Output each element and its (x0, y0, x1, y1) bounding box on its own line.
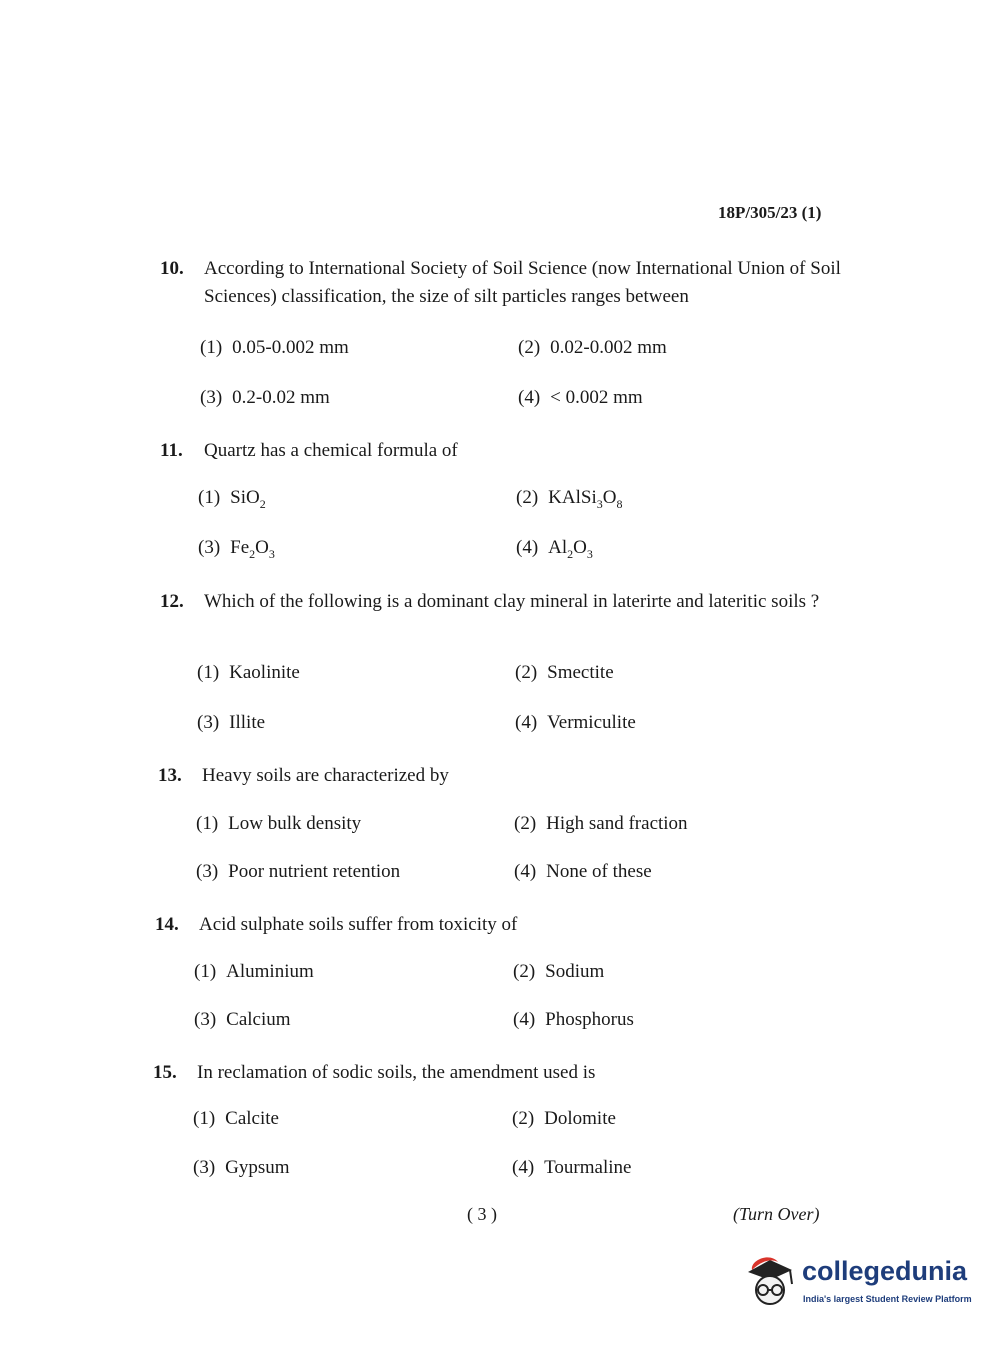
option-text: SiO$_2$ (230, 487, 266, 511)
option-2-3 (198, 537, 275, 562)
option-text: Sodium (545, 961, 605, 982)
option-label: (3) (197, 712, 220, 733)
option-label: (1) (194, 961, 217, 982)
option-5-1 (194, 961, 314, 983)
option-3-2 (515, 662, 614, 684)
option-2-4 (516, 537, 593, 562)
option-text: $KAlSi_3O_8$ (548, 487, 623, 511)
question-1 (160, 255, 840, 315)
option-text: $Al_2O_3$ (548, 537, 593, 561)
option-label: (1) (196, 813, 219, 834)
option-label: (4) (513, 1009, 536, 1030)
option-6-4 (512, 1157, 631, 1179)
question-number: 11. (160, 440, 183, 461)
option-6-2 (512, 1108, 616, 1130)
option-1-2 (518, 337, 667, 359)
option-2-1 (198, 487, 266, 512)
option-label: (1) (200, 337, 223, 358)
option-text: Phosphorus (545, 1009, 634, 1030)
option-label: (4) (518, 387, 541, 408)
option-text: High sand fraction (546, 813, 688, 834)
option-text: Illite (229, 712, 266, 733)
option-text: $Fe_2O_3$ (230, 537, 275, 561)
option-5-2 (513, 961, 604, 983)
turn-over-note: (Turn Over) (733, 1204, 820, 1224)
option-label: (4) (515, 712, 538, 733)
option-label: (3) (200, 387, 223, 408)
question-text: Heavy soils are characterized by (202, 765, 449, 786)
collegedunia-logo (740, 1250, 980, 1314)
option-text: < 0.002 mm (550, 387, 643, 408)
option-3-1 (197, 662, 300, 684)
option-label: (2) (518, 337, 541, 358)
option-label: (3) (198, 537, 221, 558)
option-1-3 (200, 387, 330, 409)
option-label: (3) (196, 861, 219, 882)
option-text: 0.2-0.02 mm (232, 387, 330, 408)
option-label: (3) (193, 1157, 216, 1178)
option-4-4 (514, 861, 652, 883)
option-1-1 (200, 337, 349, 359)
option-label: (4) (516, 537, 539, 558)
question-text: According to International Society of Soil Science (now International Union of Soil Sciences) classification, the size of silt particles ranges between (204, 258, 841, 307)
option-label: (2) (514, 813, 537, 834)
option-label: (2) (516, 487, 539, 508)
option-5-4 (513, 1009, 634, 1031)
option-text: Low bulk density (228, 813, 362, 834)
option-text: Calcite (225, 1108, 279, 1129)
option-4-1 (196, 813, 361, 835)
option-label: (1) (198, 487, 221, 508)
option-2-2 (516, 487, 622, 512)
option-6-1 (193, 1108, 279, 1130)
question-number: 15. (153, 1062, 177, 1083)
logo-wordmark: collegedunia (802, 1256, 968, 1286)
option-5-3 (194, 1009, 291, 1031)
option-label: (2) (513, 961, 536, 982)
question-text: Quartz has a chemical formula of (204, 440, 458, 461)
paper-code: 18P/305/23 (1) (718, 203, 822, 222)
question-number: 13. (158, 765, 182, 786)
option-3-4 (515, 712, 636, 734)
question-3 (160, 588, 840, 648)
option-label: (3) (194, 1009, 217, 1030)
page-number: ( 3 ) (467, 1204, 497, 1224)
option-4-2 (514, 813, 688, 835)
option-label: (2) (515, 662, 538, 683)
option-1-4 (518, 387, 643, 409)
question-text: Which of the following is a dominant clay mineral in laterirte and lateritic soils ? (204, 591, 820, 612)
option-4-3 (196, 861, 400, 883)
logo-tagline: India's largest Student Review Platform (803, 1294, 972, 1304)
option-text: None of these (546, 861, 652, 882)
option-text: 0.05-0.002 mm (232, 337, 349, 358)
option-text: Poor nutrient retention (228, 861, 401, 882)
question-number: 12. (160, 591, 184, 612)
option-text: Aluminium (226, 961, 314, 982)
question-number: 10. (160, 258, 184, 279)
option-3-3 (197, 712, 265, 734)
option-text: Vermiculite (547, 712, 636, 733)
option-text: Gypsum (225, 1157, 290, 1178)
option-label: (1) (197, 662, 220, 683)
option-text: Kaolinite (229, 662, 300, 683)
option-text: Dolomite (544, 1108, 616, 1129)
option-text: Smectite (547, 662, 614, 683)
option-text: Calcium (226, 1009, 291, 1030)
option-label: (2) (512, 1108, 535, 1129)
question-number: 14. (155, 914, 179, 935)
option-text: Tourmaline (544, 1157, 632, 1178)
option-label: (4) (514, 861, 537, 882)
question-text: In reclamation of sodic soils, the amendment used is (197, 1062, 596, 1083)
option-label: (4) (512, 1157, 535, 1178)
option-text: 0.02-0.002 mm (550, 337, 667, 358)
mascot-icon (740, 1250, 800, 1310)
option-6-3 (193, 1157, 290, 1179)
question-text: Acid sulphate soils suffer from toxicity of (199, 914, 518, 935)
option-label: (1) (193, 1108, 216, 1129)
